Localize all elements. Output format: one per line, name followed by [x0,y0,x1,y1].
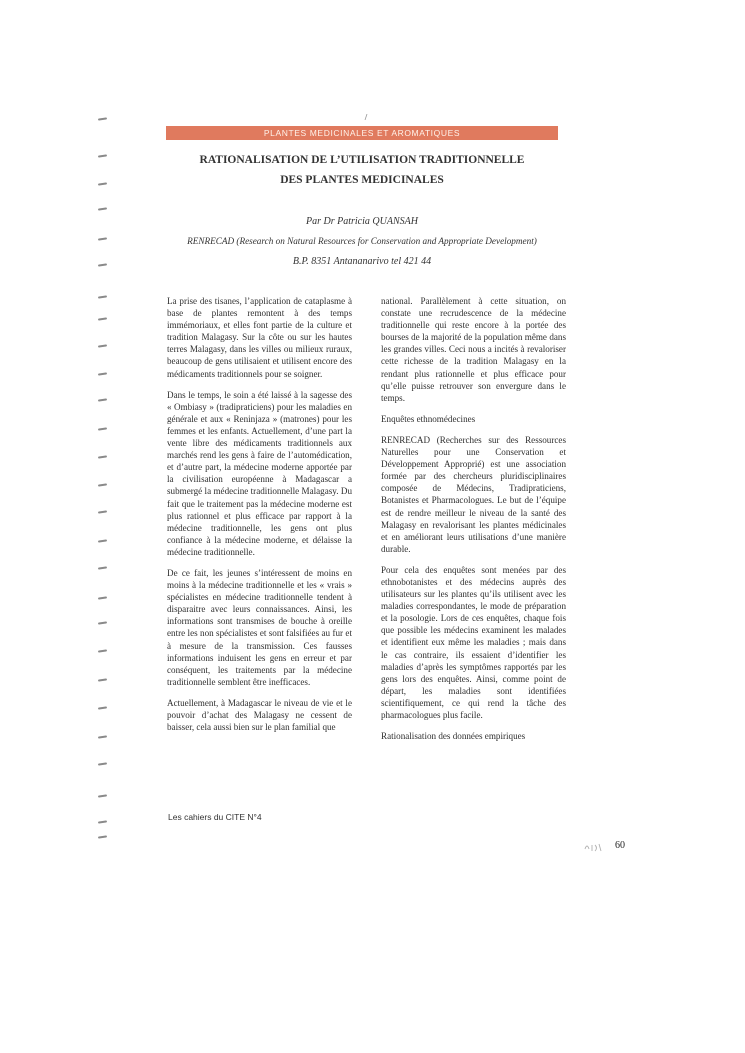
right-column [381,295,566,751]
paragraph: Actuellement, à Madagascar le niveau de vie et le pouvoir d’achat des Malagasy ne cessent de baisser, cela aussi bien sur le plan familial que [167,697,352,733]
paragraph: Dans le temps, le soin a été laissé à la sagesse des « Ombiasy » (tradipraticiens) pour les maladies en générale et aux « Reninjaza » (matrones) pour les femmes et les enfants. Actuellement, d’une part la vente libre des médicaments traditionnels aux marchés rend les gens à faire de l’automédication, et d’autre part, la médecine moderne apportée par la civilisation européenne à Madagascar a submergé la médecine traditionnelle Malagasy. Du fait que le traitement pas la médecine moderne est plus rationnel et plus efficace par rapport à la médecine traditionnelle, les gens ont plus confiance à la médecine moderne, et délaisse la médecine traditionnelle. [167,389,352,557]
article-title-line-2: DES PLANTES MEDICINALES [280,174,444,186]
paragraph: De ce fait, les jeunes s’intéressent de moins en moins à la médecine traditionnelle et les « vrais » spécialistes en médecine traditionnelle tendent à disparaitre avec leurs connaissances. Ainsi, les informations sont transmises de bouche à oreille entre les non spécialistes et sont falsifiées au fur et à mesure de la transmission. Ces fausses informations induisent les gens en erreur et par conséquent, les traitements par la médecine traditionnelle semblent être inefficaces. [167,567,352,687]
affiliation: RENRECAD (Research on Natural Resources for Conservation and Appropriate Development) [187,236,537,246]
paragraph: RENRECAD (Recherches sur des Ressources Naturelles pour une Conservation et Développement Approprié) est une association formée par des chercheurs pluridisciplinaires composée de Médecins, Tradipraticiens, Botanistes et Pharmacologues. Le but de l’équipe est de rendre meilleur le niveau de la santé des Malagasy en revalorisant les plantes médicinales et en améliorant leurs utilisations d’une manière durable. [381,434,566,554]
address: B.P. 8351 Antananarivo tel 421 44 [292,256,432,267]
binding-hole-marks [98,0,110,1053]
article-title-line-1: RATIONALISATION DE L’UTILISATION TRADITIONNELLE [199,154,525,166]
page-number: 60 [615,840,625,851]
left-column [167,295,352,742]
paragraph: Pour cela des enquêtes sont menées par des ethnobotanistes et des médecins auprès des utilisateurs sur les plantes qu’ils utilisent avec les maladies correspondantes, le mode de préparation et la posologie. Lors de ces enquêtes, chaque fois que possible les médecins examinent les malades et identifient eux même les maladies ; mais dans le cas contraire, ils essaient d’identifier les maladies d’après les symptômes rapportés par les gens lors des enquêtes. Ainsi, comme point de départ, les maladies sont identifiées scientifiquement, ce qui rend la tâche des pharmacologues plus facile. [381,564,566,720]
section-heading: Rationalisation des données empiriques [381,731,526,742]
section-banner: PLANTES MEDICINALES ET AROMATIQUES [166,126,558,140]
section-heading: Enquêtes ethnomédecines [381,413,476,424]
paragraph: national. Parallèlement à cette situation, on constate une recrudescence de la médecine traditionnelle qui reste encore à la portée des bourses de la majorité de la population même dans les grandes villes. Ceci nous a incités à revaloriser cette richesse de la tradition Malagasy en la rendant plus rationnelle et plus efficace pour qu’elle puisse retrouver son envergure dans le temps. [381,296,566,403]
handwritten-mark [583,841,605,853]
scan-mark [364,114,368,120]
journal-footer: Les cahiers du CITE N°4 [168,812,262,822]
paragraph: La prise des tisanes, l’application de cataplasme à base de plantes remontent à des temps immémoriaux, et elles font partie de la culture et tradition Malagasy. Sur la côte ou sur les hautes terres Malagasy, dans les villes ou milieux ruraux, beaucoup de gens utilisaient et utilisent encore des médicaments traditionnels pour se soigner. [167,296,352,379]
byline: Par Dr Patricia QUANSAH [306,216,418,227]
